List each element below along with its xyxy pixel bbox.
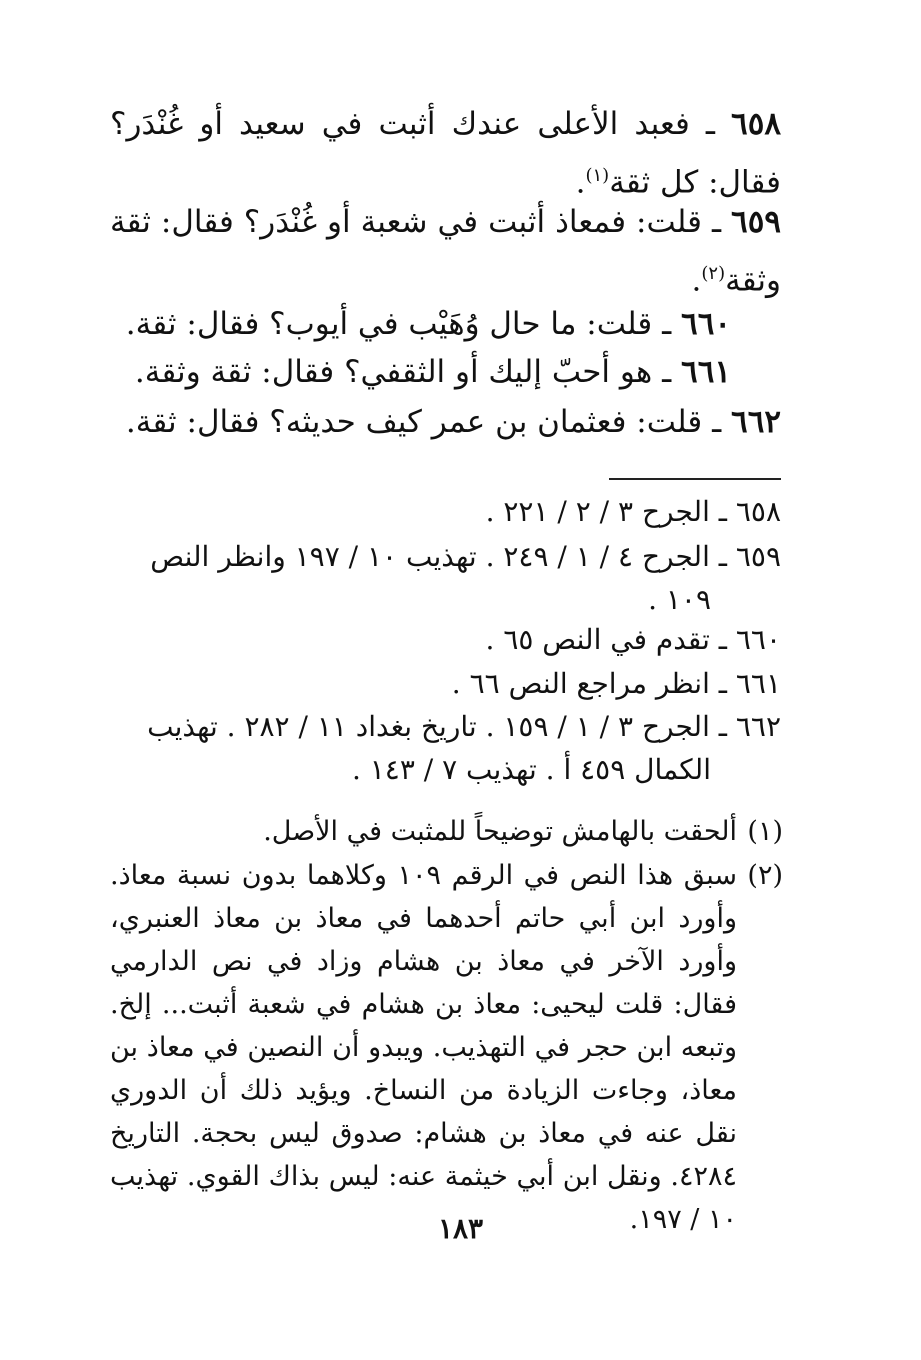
reference-661 xyxy=(110,662,781,705)
reference-text: ٦٥٩ ـ الجرح ٤ / ١ / ٢٤٩ . تهذيب ١٠ / ١٩٧ وانظر النص xyxy=(150,540,781,573)
entry-660 xyxy=(110,298,731,350)
entry-658 xyxy=(110,98,781,208)
entry-text: ـ فعبد الأعلى عندك أثبت في سعيد أو غُنْدَر؟ فقال: كل ثقة xyxy=(110,106,781,201)
reference-text: ٦٦١ ـ انظر مراجع النص ٦٦ . xyxy=(451,667,781,700)
entry-text: ـ قلت: فعثمان بن عمر كيف حديثه؟ فقال: ثقة. xyxy=(125,404,732,440)
entry-659 xyxy=(110,196,781,306)
footnote-ref: (١) xyxy=(585,165,610,186)
entry-text: ـ قلت: ما حال وُهَيْب في أيوب؟ فقال: ثقة. xyxy=(125,306,682,342)
reference-text: ٦٥٨ ـ الجرح ٣ / ٢ / ٢٢١ . xyxy=(485,495,781,528)
entry-text: ـ هو أحبّ إليك أو الثقفي؟ فقال: ثقة وثقة. xyxy=(134,354,682,390)
footnote-2 xyxy=(110,854,781,1241)
reference-660 xyxy=(110,618,781,661)
entry-end: . xyxy=(575,164,586,201)
entry-text: ـ قلت: فمعاذ أثبت في شعبة أو غُنْدَر؟ فقال: ثقة وثقة xyxy=(110,204,781,299)
reference-continuation: ١٠٩ . xyxy=(648,583,711,616)
entry-number: ٦٥٨ xyxy=(731,106,781,142)
entry-number: ٦٦٠ xyxy=(681,306,731,342)
page-body xyxy=(110,0,781,1360)
entry-number: ٦٥٩ xyxy=(731,204,781,240)
footnote-text: ألحقت بالهامش توضيحاً للمثبت في الأصل. xyxy=(263,816,737,847)
entry-end: . xyxy=(691,262,702,299)
entry-number: ٦٦٢ xyxy=(731,404,781,440)
entry-661 xyxy=(110,346,731,398)
reference-659 xyxy=(110,535,781,621)
reference-662 xyxy=(110,705,781,791)
reference-658 xyxy=(110,490,781,533)
footnote-marker: (٢) xyxy=(747,860,783,891)
page-number: ١٨٣ xyxy=(437,1212,484,1245)
footnote-marker: (١) xyxy=(747,816,783,847)
footnote-text: سبق هذا النص في الرقم ١٠٩ وكلاهما بدون نسبة معاذ. وأورد ابن أبي حاتم أحدهما في معاذ بن معاذ العنبري، وأورد الآخر في معاذ بن هشام وزاد في نص الدارمي فقال: قلت ليحيى: معاذ بن هشام في شعبة أثبت... إلخ. وتبعه ابن حجر في التهذيب. ويبدو أن النصين في معاذ بن معاذ، وجاءت الزيادة من النساخ. ويؤيد ذلك أن الدوري نقل عنه في معاذ بن هشام: صدوق ليس بحجة. التاريخ ٤٢٨٤. ونقل ابن أبي خيثمة عنه: ليس بذاك القوي. تهذيب ١٠ / ١٩٧. xyxy=(110,860,737,1235)
entry-number: ٦٦١ xyxy=(681,354,731,390)
entry-662 xyxy=(110,396,781,448)
footnote-ref: (٢) xyxy=(701,263,726,284)
reference-continuation: الكمال ٤٥٩ أ . تهذيب ٧ / ١٤٣ . xyxy=(351,753,711,786)
footnote-separator xyxy=(609,478,781,480)
footnote-1 xyxy=(110,810,781,853)
reference-text: ٦٦٠ ـ تقدم في النص ٦٥ . xyxy=(485,623,781,656)
reference-text: ٦٦٢ ـ الجرح ٣ / ١ / ١٥٩ . تاريخ بغداد ١١ / ٢٨٢ . تهذيب xyxy=(147,710,781,743)
